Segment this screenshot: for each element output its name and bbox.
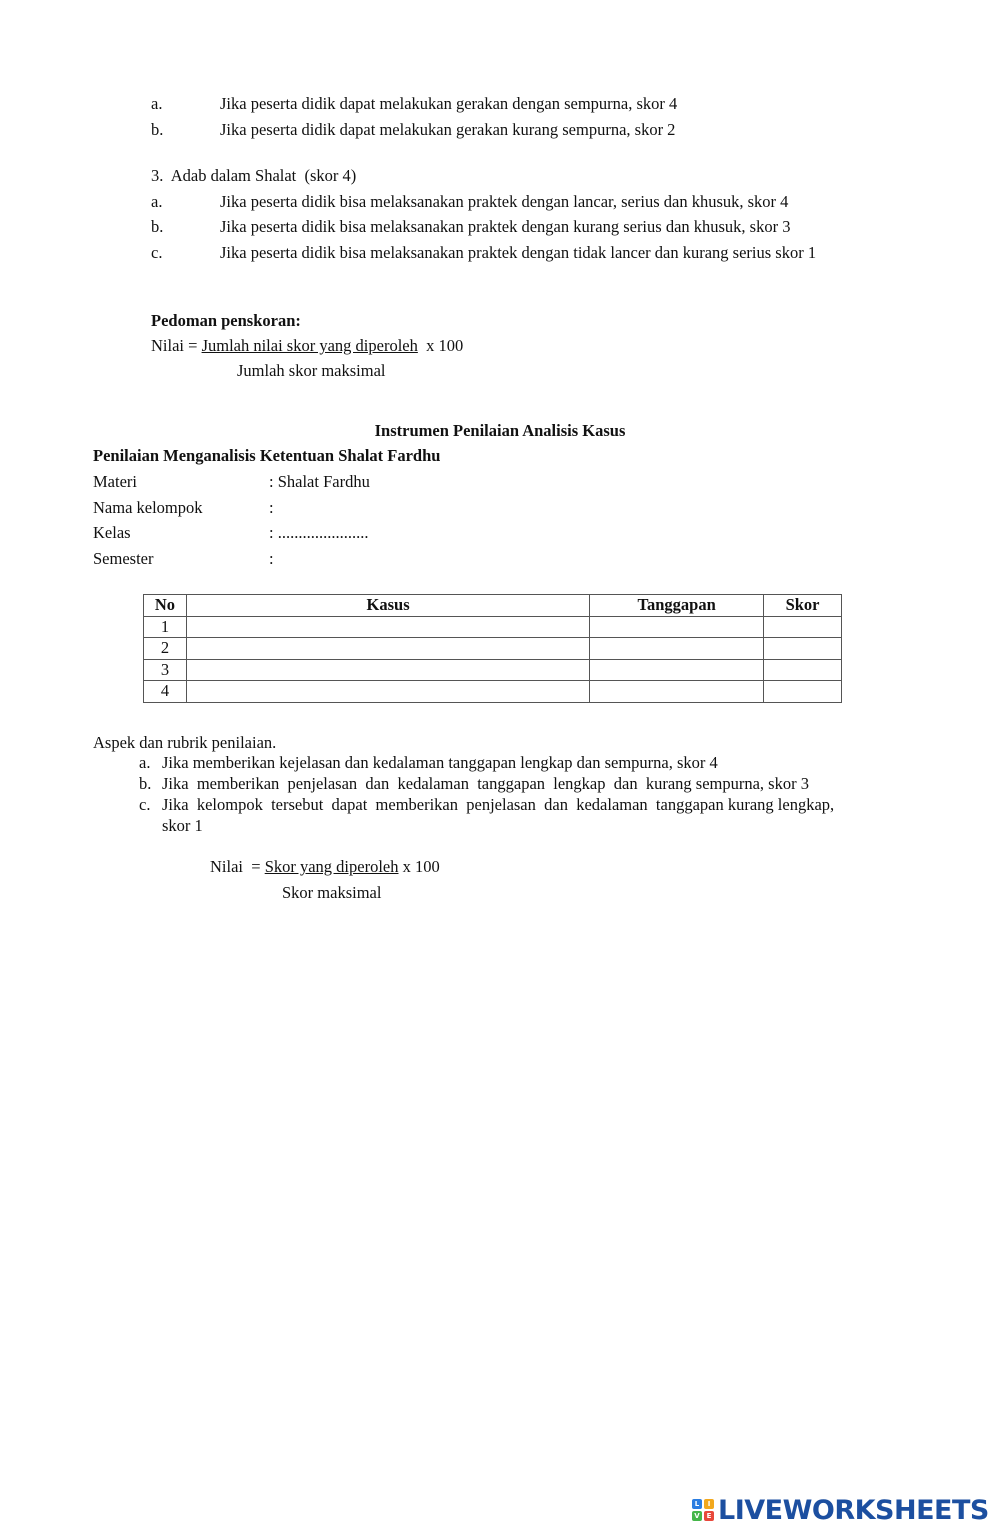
logo-letter: I [704, 1499, 714, 1509]
instrumen-title: Instrumen Penilaian Analisis Kasus [374, 421, 626, 440]
list-item-text: Jika peserta didik bisa melaksanakan praktek dengan lancar, serius dan khusuk, skor 4 [220, 192, 789, 211]
list-item-text: Jika memberikan kejelasan dan kedalaman tanggapan lengkap dan sempurna, skor 4 [162, 753, 718, 772]
cell-skor[interactable] [764, 616, 842, 638]
list-item-text: Jika peserta didik dapat melakukan gerakan kurang sempurna, skor 2 [220, 120, 676, 139]
field-value-materi: : Shalat Fardhu [269, 472, 370, 491]
list-marker: a. [139, 753, 151, 772]
column-header-skor: Skor [764, 595, 842, 617]
list-marker: a. [151, 192, 163, 211]
field-label-kelas: Kelas [93, 523, 131, 542]
formula-numerator: Skor yang diperoleh [264, 857, 399, 876]
table-row [144, 638, 842, 660]
field-label-nama-kelompok: Nama kelompok [93, 498, 203, 517]
list-item-continuation: skor 1 [162, 816, 203, 835]
cell-no: 1 [144, 616, 187, 638]
logo-letter: E [704, 1511, 714, 1521]
formula-numerator: Jumlah nilai skor yang diperoleh [201, 336, 418, 355]
logo-wordmark: LIVEWORKSHEETS [718, 1494, 989, 1526]
list-marker: c. [151, 243, 163, 262]
cell-no: 3 [144, 659, 187, 681]
table-header-row [144, 595, 842, 617]
adab-heading: 3. Adab dalam Shalat (skor 4) [151, 166, 357, 185]
cell-kasus[interactable] [186, 638, 589, 660]
logo-letter: L [692, 1499, 702, 1509]
column-header-kasus: Kasus [186, 595, 589, 617]
instrumen-subtitle: Penilaian Menganalisis Ketentuan Shalat Fardhu [93, 446, 441, 465]
column-header-no: No [144, 595, 187, 617]
list-marker: b. [139, 774, 152, 793]
formula-line [210, 857, 440, 877]
formula-multiplier: x 100 [417, 336, 464, 355]
cell-kasus[interactable] [186, 616, 589, 638]
cell-tanggapan[interactable] [590, 616, 764, 638]
nilai-label: Nilai = [210, 857, 265, 876]
nilai-label: Nilai = [151, 336, 202, 355]
cell-kasus[interactable] [186, 681, 589, 703]
list-marker: b. [151, 217, 164, 236]
cell-tanggapan[interactable] [590, 681, 764, 703]
list-item-text: Jika memberikan penjelasan dan kedalaman tanggapan lengkap dan kurang sempurna, skor 3 [162, 774, 809, 793]
table-row [144, 616, 842, 638]
logo-letter: V [692, 1511, 702, 1521]
field-label-semester: Semester [93, 549, 154, 568]
field-label-materi: Materi [93, 472, 137, 491]
table-row [144, 681, 842, 703]
list-marker: c. [139, 795, 151, 814]
cell-no: 4 [144, 681, 187, 703]
field-value-nama-kelompok: : [269, 498, 274, 517]
list-item-text: Jika kelompok tersebut dapat memberikan penjelasan dan kedalaman tanggapan kurang lengkap, [162, 795, 835, 814]
field-value-kelas: : ...................... [269, 523, 369, 542]
list-marker: b. [151, 120, 164, 139]
formula-denominator: Jumlah skor maksimal [237, 361, 386, 380]
formula-multiplier: x 100 [398, 857, 440, 876]
cell-tanggapan[interactable] [590, 659, 764, 681]
column-header-tanggapan: Tanggapan [590, 595, 764, 617]
kasus-table [143, 594, 842, 703]
list-item-text: Jika peserta didik dapat melakukan gerakan dengan sempurna, skor 4 [220, 94, 678, 113]
cell-no: 2 [144, 638, 187, 660]
rubrik-heading: Aspek dan rubrik penilaian. [93, 733, 277, 752]
cell-kasus[interactable] [186, 659, 589, 681]
logo-grid-icon [692, 1499, 714, 1521]
cell-tanggapan[interactable] [590, 638, 764, 660]
list-marker: a. [151, 94, 163, 113]
formula-line [151, 336, 463, 356]
list-item-text: Jika peserta didik bisa melaksanakan praktek dengan kurang serius dan khusuk, skor 3 [220, 217, 791, 236]
cell-skor[interactable] [764, 681, 842, 703]
formula-denominator: Skor maksimal [282, 883, 382, 902]
cell-skor[interactable] [764, 638, 842, 660]
liveworksheets-logo [692, 1492, 989, 1528]
table-row [144, 659, 842, 681]
field-value-semester: : [269, 549, 274, 568]
pedoman-heading: Pedoman penskoran: [151, 311, 301, 330]
cell-skor[interactable] [764, 659, 842, 681]
list-item-text: Jika peserta didik bisa melaksanakan praktek dengan tidak lancer dan kurang serius skor 1 [220, 243, 817, 262]
